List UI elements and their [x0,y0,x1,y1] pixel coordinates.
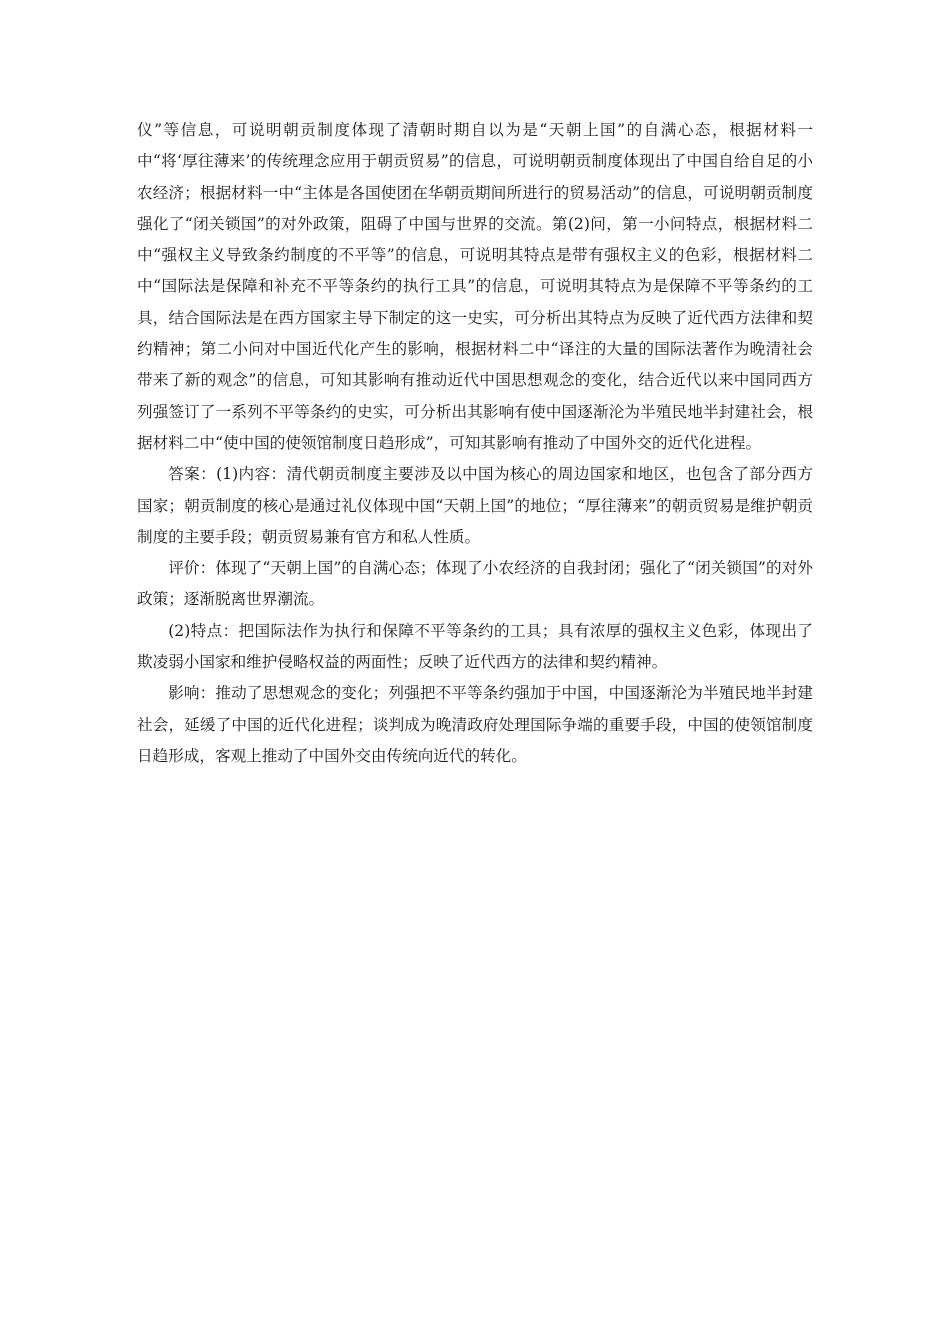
answer-features-paragraph: (2)特点：把国际法作为执行和保障不平等条约的工具；具有浓厚的强权主义色彩，体现出了欺凌弱小国家和维护侵略权益的两面性；反映了近代西方的法律和契约精神。 [137,621,813,672]
answer-impact-paragraph: 影响：推动了思想观念的变化；列强把不平等条约强加于中国，中国逐渐沦为半殖民地半封建社会，延缓了中国的近代化进程；谈判成为晚清政府处理国际争端的重要手段，中国的使领馆制度日趋形成，客观上推动了中国外交由传统向近代的转化。 [137,684,813,765]
answer-evaluation-paragraph: 评价：体现了“天朝上国”的自满心态；体现了小农经济的自我封闭；强化了“闭关锁国”的对外政策；逐渐脱离世界潮流。 [137,559,813,609]
analysis-paragraph: 仪”等信息，可说明朝贡制度体现了清朝时期自以为是“天朝上国”的自满心态，根据材料一中“将‘厚往薄来’的传统理念应用于朝贡贸易”的信息，可说明朝贡制度体现出了中国自给自足的小农经济；根据材料一中“主体是各国使团在华朝贡期间所进行的贸易活动”的信息，可说明朝贡制度强化了“闭关锁国”的对外政策，阻碍了中国与世界的交流。第(2)问，第一小问特点，根据材料二中“强权主义导致条约制度的不平等”的信息，可说明其特点是带有强权主义的色彩，根据材料二中“国际法是保障和补充不平等条约的执行工具”的信息，可说明其特点为是保障不平等条约的工具，结合国际法是在西方国家主导下制定的这一史实，可分析出其特点为反映了近代西方法律和契约精神；第二小问对中国近代化产生的影响，根据材料二中“译注的大量的国际法著作为晚清社会带来了新的观念”的信息，可知其影响有推动近代中国思想观念的变化，结合近代以来中国同西方列强签订了一系列不平等条约的史实，可分析出其影响有使中国逐渐沦为半殖民地半封建社会，根据材料二中“使中国的使领馆制度日趋形成”，可知其影响有推动了中国外交的近代化进程。 [137,121,813,452]
document-page [137,115,813,772]
answer-content-paragraph: 答案：(1)内容：清代朝贡制度主要涉及以中国为核心的周边国家和地区，也包含了部分西方国家；朝贡制度的核心是通过礼仪体现中国“天朝上国”的地位；“厚往薄来”的朝贡贸易是维护朝贡制度的主要手段；朝贡贸易兼有官方和私人性质。 [137,465,813,546]
